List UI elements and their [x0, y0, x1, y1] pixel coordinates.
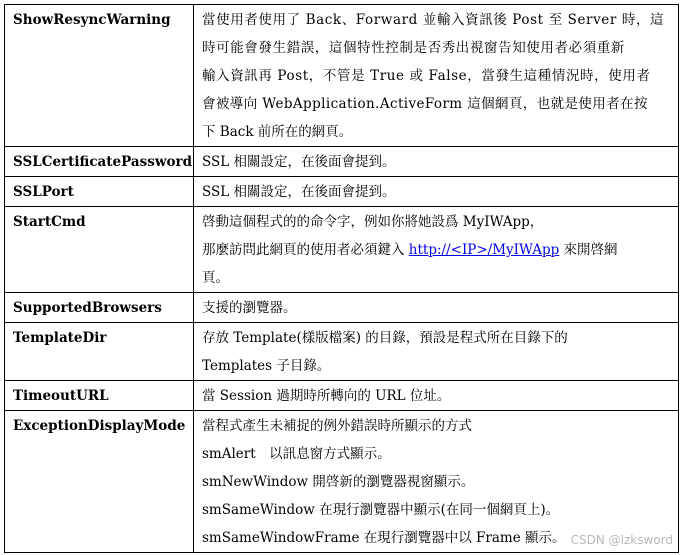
description-line: 當程式產生未補捉的例外錯誤時所顯示的方式 [202, 418, 472, 434]
property-name: ExceptionDisplayMode [5, 411, 194, 553]
table-row [5, 147, 679, 177]
property-name: SSLCertificatePassword [5, 147, 194, 177]
description-line: 當 Session 過期時所轉向的 URL 位址。 [202, 388, 451, 404]
property-name: TemplateDir [5, 323, 194, 381]
description-line: SSL 相關設定，在後面會提到。 [202, 184, 396, 200]
property-description [194, 5, 679, 147]
property-description [194, 323, 679, 381]
description-line: smSameWindow 在現行瀏覽器中顯示(在同一個網頁上)。 [202, 502, 560, 518]
watermark: CSDN @lzksword [570, 533, 673, 547]
description-line: smSameWindowFrame 在現行瀏覽器中以 Frame 顯示。 [202, 530, 566, 546]
property-name: SSLPort [5, 177, 194, 207]
description-line: 頁。 [202, 270, 229, 286]
description-line: 會被導向 WebApplication.ActiveForm 這個網頁，也就是使用者在按 [202, 96, 648, 112]
description-line: 輸入資訊再 Post，不管是 True 或 False，當發生這種情況時，使用者 [202, 68, 651, 84]
description-line: 存放 Template(樣版檔案) 的目錄，預設是程式所在目錄下的 [202, 330, 568, 346]
description-line: 當使用者使用了 Back、Forward 並輸入資訊後 Post 至 Server 時，這 [202, 12, 665, 28]
property-description [194, 411, 679, 553]
property-name: ShowResyncWarning [5, 5, 194, 147]
property-description [194, 381, 679, 411]
table-row [5, 177, 679, 207]
description-line: smNewWindow 開啓新的瀏覽器視窗顯示。 [202, 474, 475, 490]
description-line: 時可能會發生錯誤，這個特性控制是否秀出視窗告知使用者必須重新 [202, 40, 625, 56]
table-row [5, 411, 679, 553]
description-line: SSL 相關設定，在後面會提到。 [202, 154, 396, 170]
property-name: StartCmd [5, 207, 194, 293]
property-description [194, 207, 679, 293]
table-row [5, 293, 679, 323]
property-table [4, 4, 679, 553]
description-line: 啓動這個程式的的命令字，例如你將她設爲 MyIWApp， [202, 214, 544, 230]
description-line: 支援的瀏覽器。 [202, 300, 297, 316]
description-line: smAlert 以訊息窗方式顯示。 [202, 446, 391, 462]
property-name: SupportedBrowsers [5, 293, 194, 323]
description-line: 下 Back 前所在的網頁。 [202, 124, 353, 140]
property-name: TimeoutURL [5, 381, 194, 411]
table-row [5, 381, 679, 411]
property-description [194, 177, 679, 207]
description-text: 那麼訪問此網頁的使用者必須鍵入 [202, 242, 409, 258]
description-line: Templates 子目錄。 [202, 358, 331, 374]
property-description [194, 147, 679, 177]
property-description [194, 293, 679, 323]
description-text: 來開啓網 [559, 242, 618, 258]
table-row [5, 323, 679, 381]
table-row [5, 207, 679, 293]
table-row [5, 5, 679, 147]
start-url-link[interactable]: http://<IP>/MyIWApp [408, 242, 560, 258]
description-line-with-link [202, 236, 674, 264]
